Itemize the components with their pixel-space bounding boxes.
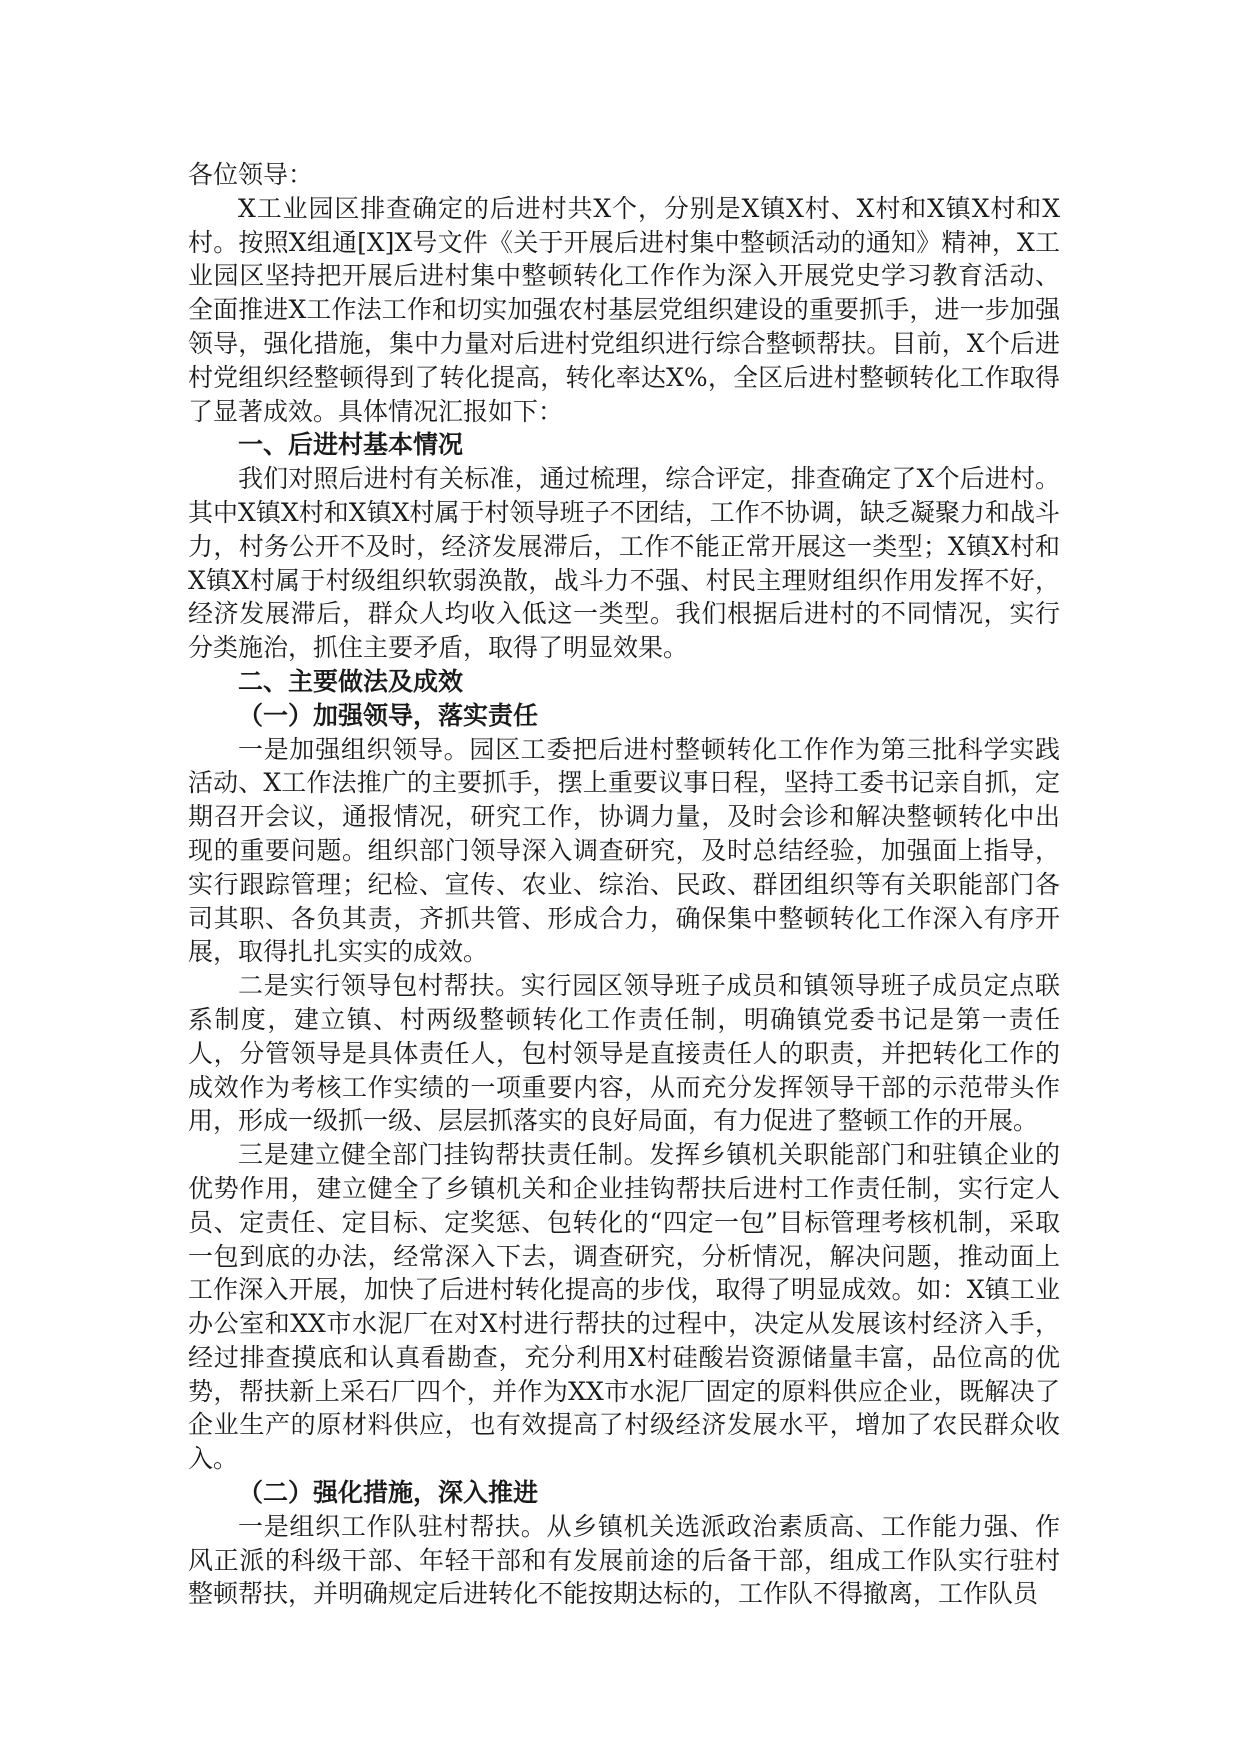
subsection-1-paragraph-2: 二是实行领导包村帮扶。实行园区领导班子成员和镇领导班子成员定点联系制度，建立镇、村两级整顿转化工作责任制，明确镇党委书记是第一责任人，分管领导是具体责任人，包村领导是直接责任人的职责，并把转化工作的成效作为考核工作实绩的一项重要内容，从而充分发挥领导干部的示范带头作用，形成一级抓一级、层层抓落实的良好局面，有力促进了整顿工作的开展。	[188, 971, 1060, 1136]
document-body	[188, 158, 1060, 1611]
greeting: 各位领导：	[188, 160, 314, 189]
subsection-2-paragraph-1: 一是组织工作队驻村帮扶。从乡镇机关选派政治素质高、工作能力强、作风正派的科级干部、年轻干部和有发展前途的后备干部，组成工作队实行驻村整顿帮扶，并明确规定后进转化不能按期达标的，工作队不得撤离，工作队员	[188, 1511, 1060, 1609]
section-1-heading: 一、后进村基本情况	[238, 430, 464, 460]
subsection-2-heading: （二）强化措施，深入推进	[238, 1478, 539, 1508]
section-2-heading: 二、主要做法及成效	[238, 666, 464, 696]
subsection-1-paragraph-1: 一是加强组织领导。园区工委把后进村整顿转化工作作为第三批科学实践活动、X工作法推广的主要抓手，摆上重要议事日程，坚持工委书记亲自抓，定期召开会议，通报情况，研究工作，协调力量，及时会诊和解决整顿转化中出现的重要问题。组织部门领导深入调查研究，及时总结经验，加强面上指导，实行跟踪管理；纪检、宣传、农业、综治、民政、群团组织等有关职能部门各司其职、各负其责，齐抓共管、形成合力，确保集中整顿转化工作深入有序开展，取得扎扎实实的成效。	[188, 734, 1060, 967]
section-1-paragraph: 我们对照后进村有关标准，通过梳理，综合评定，排查确定了X个后进村。其中X镇X村和X镇X村属于村领导班子不团结，工作不协调，缺乏凝聚力和战斗力，村务公开不及时，经济发展滞后，工作不能正常开展这一类型；X镇X村和X镇X村属于村级组织软弱涣散，战斗力不强、村民主理财组织作用发挥不好，经济发展滞后，群众人均收入低这一类型。我们根据后进村的不同情况，实行分类施治，抓住主要矛盾，取得了明显效果。	[188, 464, 1060, 663]
subsection-1-heading: （一）加强领导，落实责任	[238, 700, 539, 730]
intro-paragraph: X工业园区排查确定的后进村共X个，分别是X镇X村、X村和X镇X村和X村。按照X组通[X]X号文件《关于开展后进村集中整顿活动的通知》精神，X工业园区坚持把开展后进村集中整顿转化工作作为深入开展党史学习教育活动、全面推进X工作法工作和切实加强农村基层党组织建设的重要抓手，进一步加强领导，强化措施，集中力量对后进村党组织进行综合整顿帮扶。目前，X个后进村党组织经整顿得到了转化提高，转化率达X%，全区后进村整顿转化工作取得了显著成效。具体情况汇报如下：	[188, 193, 1060, 426]
subsection-1-paragraph-3: 三是建立健全部门挂钩帮扶责任制。发挥乡镇机关职能部门和驻镇企业的优势作用，建立健全了乡镇机关和企业挂钩帮扶后进村工作责任制，实行定人员、定责任、定目标、定奖惩、包转化的“四定一包”目标管理考核机制，采取一包到底的办法，经常深入下去，调查研究，分析情况，解决问题，推动面上工作深入开展，加快了后进村转化提高的步伐，取得了明显成效。如：X镇工业办公室和XX市水泥厂在对X村进行帮扶的过程中，决定从发展该村经济入手，经过排查摸底和认真看勘查，充分利用X村硅酸岩资源储量丰富，品位高的优势，帮扶新上采石厂四个，并作为XX市水泥厂固定的原料供应企业，既解决了企业生产的原材料供应，也有效提高了村级经济发展水平，增加了农民群众收入。	[188, 1140, 1060, 1474]
